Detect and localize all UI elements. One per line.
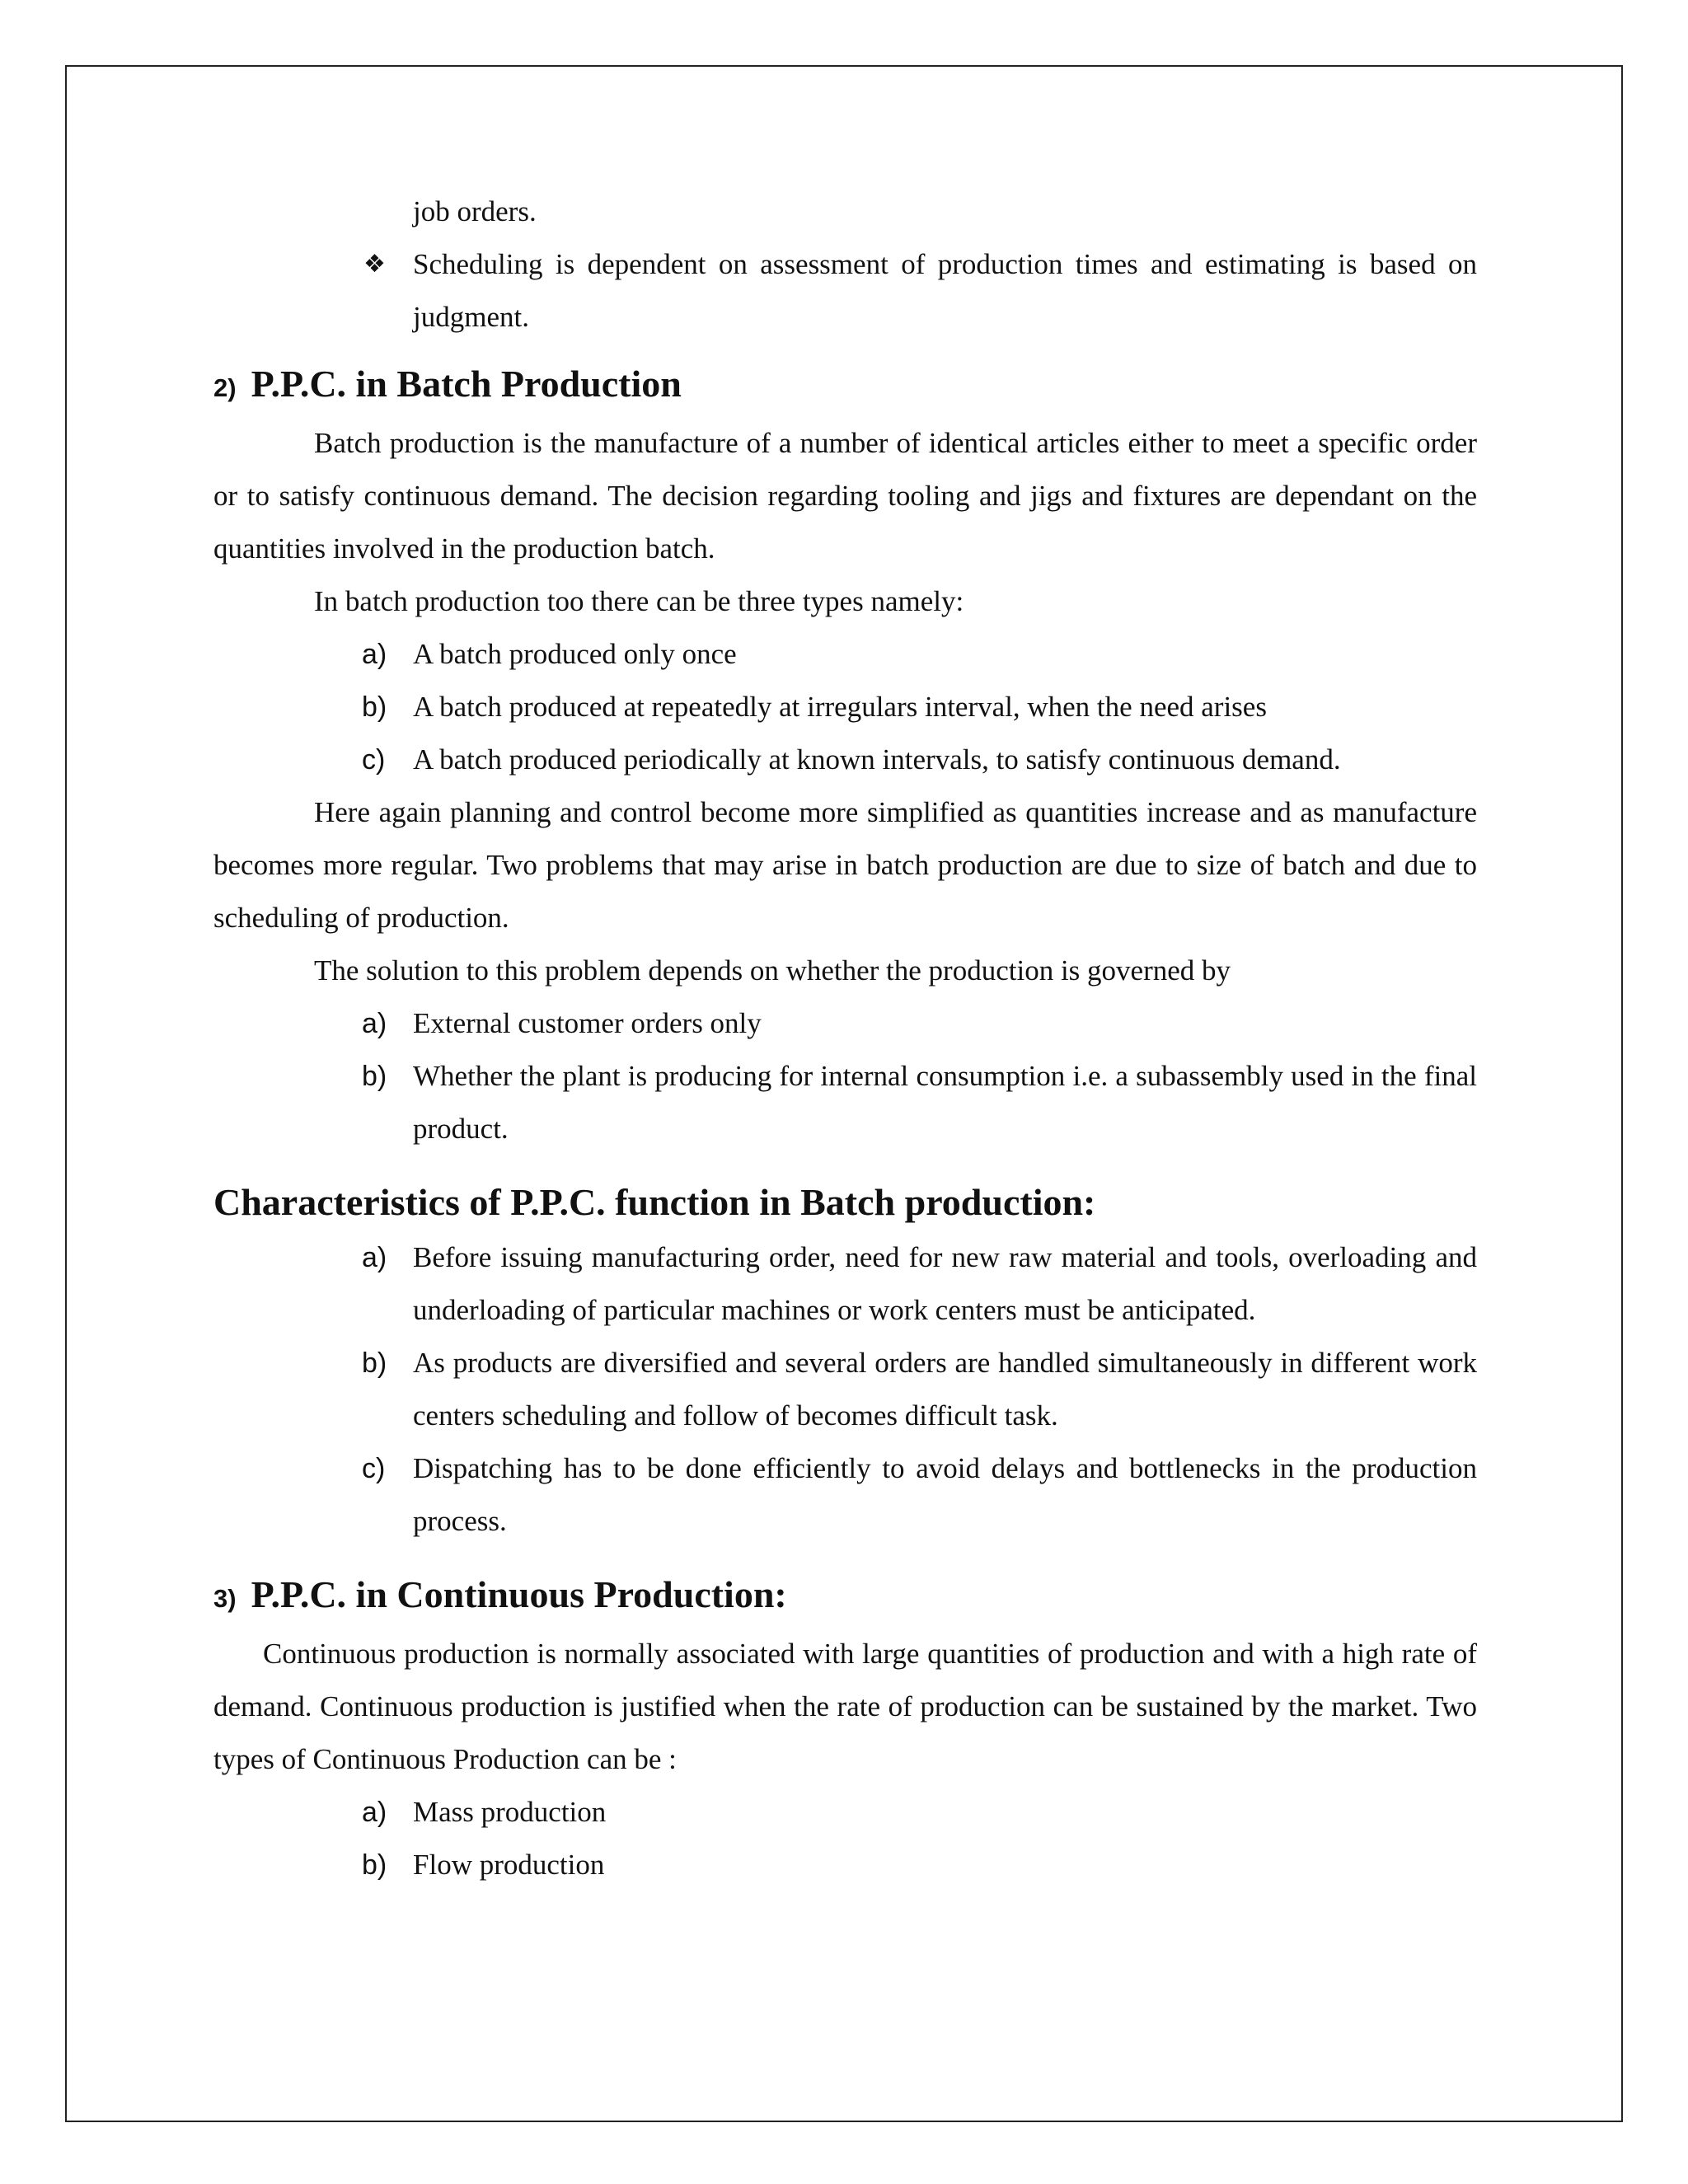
list-item-text: A batch produced periodically at known intervals, to satisfy continuous demand. [413,743,1341,776]
paragraph: Here again planning and control become more simplified as quantities increase and as manufacture becomes more regular. Two problems that may arise in batch production are due to size of batch and due to scheduling of production. [213,796,1477,934]
list-item [213,1786,1477,1839]
list-marker: c) [362,744,386,776]
list-marker: b) [362,691,387,723]
list-item-text: A batch produced at repeatedly at irregulars interval, when the need arises [413,691,1267,723]
list-item-text: As products are diversified and several orders are handled simultaneously in different work centers scheduling and follow of becomes difficult task. [413,1347,1477,1432]
continued-line: job orders. [413,195,537,227]
list-item [213,997,1477,1050]
list-marker: a) [362,1797,387,1828]
paragraph: Batch production is the manufacture of a number of identical articles either to meet a specific order or to satisfy continuous demand. The decision regarding tooling and jigs and fixtures are dependant on the quantities involved in the production batch. [213,427,1477,565]
list-item-text: A batch produced only once [413,638,737,670]
list-item [213,238,1477,344]
document-body [213,185,1477,1891]
list-marker: b) [362,1849,387,1881]
list-item-text: Scheduling is dependent on assessment of production times and estimating is based on judgment. [413,248,1477,333]
list-item [213,733,1477,786]
list-marker: b) [362,1061,387,1092]
list-marker: b) [362,1347,387,1379]
list-item-text: Dispatching has to be done efficiently to avoid delays and bottlenecks in the production process. [413,1452,1477,1537]
list-item-text: Before issuing manufacturing order, need for new raw material and tools, overloading and underloading of particular machines or work centers must be anticipated. [413,1241,1477,1326]
section-2-heading [213,355,1477,417]
list-marker: a) [362,639,387,670]
list-item [213,681,1477,733]
list-item-text: Whether the plant is producing for internal consumption i.e. a subassembly used in the final product. [413,1060,1477,1145]
section-2-number: 2) [213,373,237,402]
list-item [213,1839,1477,1891]
paragraph: In batch production too there can be three types namely: [314,585,964,617]
characteristics-heading: Characteristics of P.P.C. function in Batch production: [213,1181,1096,1223]
list-item-text: Flow production [413,1849,605,1881]
list-marker: c) [362,1453,386,1484]
list-marker: a) [362,1008,387,1039]
list-item [213,1442,1477,1548]
list-item-text: Mass production [413,1796,607,1828]
list-item [213,1231,1477,1337]
list-item [213,1337,1477,1442]
section-3-number: 3) [213,1584,237,1613]
diamond-bullet-icon: ❖ [363,250,386,279]
list-marker: a) [362,1242,387,1273]
paragraph: The solution to this problem depends on whether the production is governed by [314,954,1231,987]
section-3-title: P.P.C. in Continuous Production: [251,1573,787,1615]
list-item [213,628,1477,681]
list-item-text: External customer orders only [413,1007,762,1039]
section-3-heading [213,1566,1477,1628]
section-2-title: P.P.C. in Batch Production [251,363,682,405]
list-item [213,1050,1477,1155]
paragraph: Continuous production is normally associated with large quantities of production and with a high rate of demand. Continuous production is justified when the rate of production can be sustained by the market. Two types of Continuous Production can be : [213,1638,1477,1775]
